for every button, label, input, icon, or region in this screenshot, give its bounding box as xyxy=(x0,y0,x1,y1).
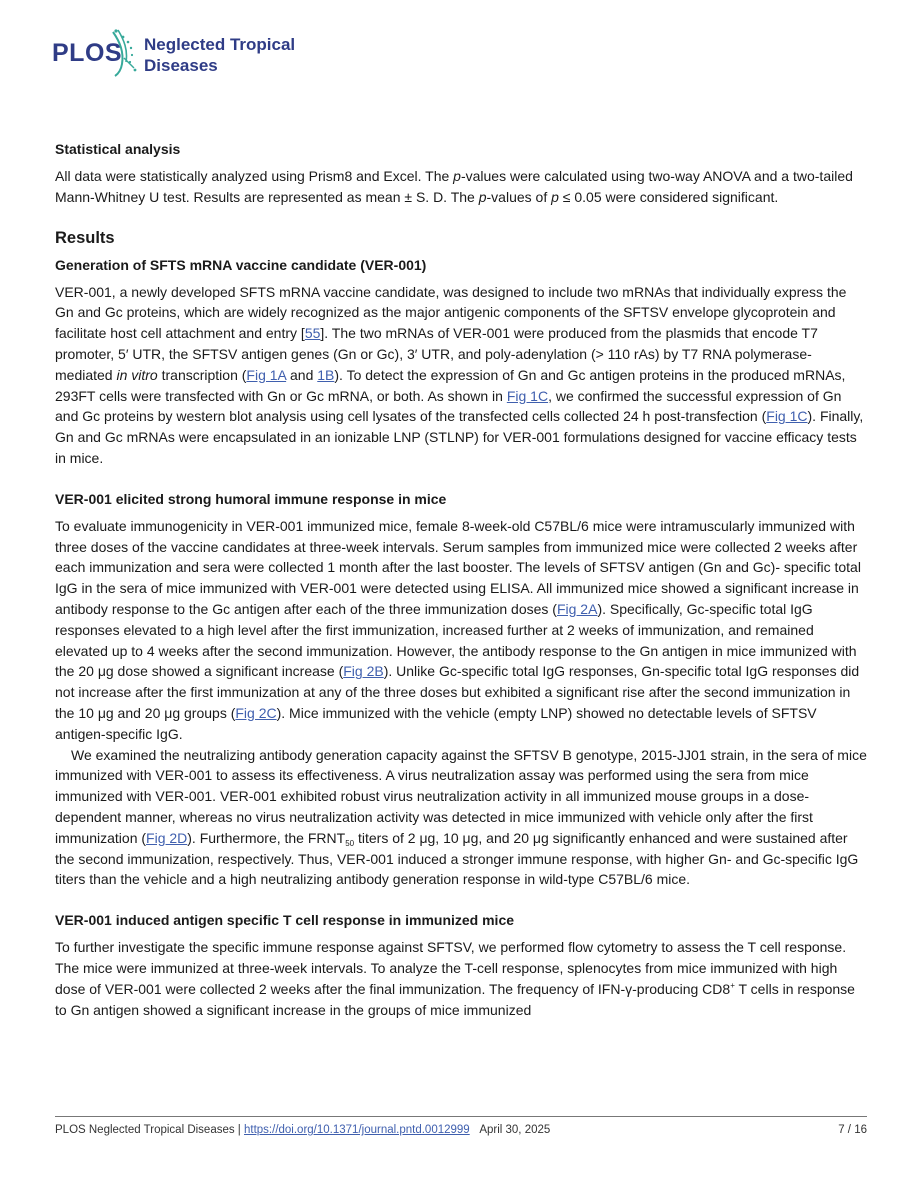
fig-1c-link-2[interactable]: Fig 1C xyxy=(766,408,808,425)
s1-text-1: VER-001, a newly developed SFTS mRNA vaccine candidate, was designed to include two mRNAs that individually express the Gn and Gc proteins, which are widely recognized as the major antigenic components of the SFTSV envelope glycoprotein and facilitate host cell attachment and entry [ xyxy=(55,283,847,342)
s1-text-4: and xyxy=(286,366,318,383)
humoral-response-heading: VER-001 elicited strong humoral immune response in mice xyxy=(55,490,447,507)
fig-2d-link[interactable]: Fig 2D xyxy=(146,829,188,846)
s2-text-4: ). Mice immunized with the vehicle (empty LNP) showed no detectable levels of SFTSV antigen-specific IgG. xyxy=(55,704,817,742)
results-heading: Results xyxy=(55,228,115,247)
s1-text-2: ]. The two mRNAs of VER-001 were produced from the plasmids that encode T7 promoter, 5′ UTR, the SFTSV antigen genes (Gn or Gc), 3′ UTR, and poly-adenylation (> 110 rAs) by T7 RNA polymerase-mediated xyxy=(55,325,818,383)
cd8-superscript: + xyxy=(730,980,735,990)
doi-link[interactable]: https://doi.org/10.1371/journal.pntd.0012999 xyxy=(244,1124,470,1136)
stats-p-italic-2: p xyxy=(478,188,487,205)
fig-2b-link[interactable]: Fig 2B xyxy=(343,663,384,680)
s2-text-2: ). Specifically, Gc-specific total IgG responses elevated to a high level after the first immunization, increased further at 2 weeks of immunization, and remained elevated up to 4 weeks after the second immunization. However, the antibody response to the Gn antigen in mice immunized with the 20 μg dose showed a significant increase ( xyxy=(55,600,857,680)
page-number: 7 / 16 xyxy=(838,1124,867,1136)
footer-divider xyxy=(55,1116,867,1117)
stats-text-1: All data were statistically analyzed using Prism8 and Excel. The xyxy=(55,168,454,184)
article-body xyxy=(55,140,867,1020)
stats-text-4: ≤ 0.05 were considered significant. xyxy=(558,188,779,205)
s2-p2-text-2: ). Furthermore, the FRNT xyxy=(187,829,346,846)
stats-text-2: -values were calculated using two-way ANOVA and a two-tailed Mann-Whitney U test. Results are represented as mean ± S. D. The xyxy=(55,168,853,205)
footer-journal: PLOS Neglected Tropical Diseases | xyxy=(55,1124,244,1136)
journal-name-line1: Neglected Tropical xyxy=(144,35,296,54)
s1-text-6: , we confirmed the successful expression of Gn and Gc proteins by western blot analysis using cell lysates of the transfected cells collected 24 h post-transfection ( xyxy=(55,387,842,425)
journal-name-line2: Diseases xyxy=(144,56,218,75)
t-cell-response-paragraph xyxy=(55,937,867,1020)
s2-text-3: ). Unlike Gc-specific total IgG responses, Gn-specific total IgG responses did not increase after the first immunization at any of the three doses but exhibited a significant rise after the second immunization in the 10 μg and 20 μg groups ( xyxy=(55,663,860,721)
stats-p-italic-1: p xyxy=(453,168,461,184)
ref-55-link[interactable]: 55 xyxy=(304,325,321,342)
statistical-analysis-heading: Statistical analysis xyxy=(55,141,181,157)
s1-text-3: transcription ( xyxy=(157,366,247,383)
s3-text-1: To further investigate the specific immune response against SFTSV, we performed flow cytometry to assess the T cell response. The mice were immunized at three-week intervals. To analyze the T-cell response, splenocytes from mice immunized with high dose of VER-001 were collected 2 weeks after the final immunization. The frequency of IFN-γ-producing CD8 xyxy=(55,939,847,997)
humoral-response-paragraph-1 xyxy=(55,516,867,745)
journal-logo[interactable] xyxy=(52,26,322,82)
fig-2a-link[interactable]: Fig 2A xyxy=(556,600,598,617)
vaccine-generation-heading: Generation of SFTS mRNA vaccine candidate (VER-001) xyxy=(55,256,427,273)
s1-in-vitro-italic: in vitro xyxy=(116,366,158,383)
fig-1b-link[interactable]: 1B xyxy=(317,366,335,383)
s3-text-2: T cells in response to Gn antigen showed a significant increase in the groups of mice immunized xyxy=(55,980,855,1018)
fig-1c-link[interactable]: Fig 1C xyxy=(506,387,549,404)
fig-1a-link[interactable]: Fig 1A xyxy=(246,366,287,383)
humoral-response-paragraph-2 xyxy=(55,745,867,891)
vaccine-generation-paragraph xyxy=(55,282,867,469)
journal-name xyxy=(144,34,295,76)
stats-text-3: -values of xyxy=(486,188,552,205)
t-cell-response-heading: VER-001 induced antigen specific T cell response in immunized mice xyxy=(55,912,515,929)
plos-spark-icon xyxy=(110,28,138,78)
s1-text-5: ). To detect the expression of Gn and Gc antigen proteins in the produced mRNAs, 293FT cells were transfected with Gn or Gc mRNA, or both. As shown in xyxy=(55,366,846,404)
s2-p2-text-1: We examined the neutralizing antibody generation capacity against the SFTSV B genotype, 2015-JJ01 strain, in the sera of mice immunized with VER-001 to assess its effectiveness. A virus neutralization assay was performed using the sera from mice immunized with VER-001. VER-001 exhibited robust virus neutralization activity in all immunized mouse groups in a dose-dependent manner, whereas no virus neutralization activity was detected in mice immunized with vehicle only after the first immunization ( xyxy=(55,746,867,846)
stats-p-italic-3: p xyxy=(551,188,559,205)
s2-text-1: To evaluate immunogenicity in VER-001 immunized mice, female 8-week-old C57BL/6 mice were intramuscularly immunized with three doses of the vaccine candidates at three-week intervals. Serum samples from immunized mice were collected 2 weeks after each immunization and sera were collected 1 month after the last booster. The levels of SFTSV antigen (Gn and Gc)- specific total IgG in the sera of mice immunized with VER-001 were detected using ELISA. All immunized mice showed a significant increase in antibody response to the Gc antigen after each of the three immunization doses ( xyxy=(55,517,861,617)
page-footer xyxy=(55,1124,867,1136)
plos-wordmark: PLOS xyxy=(52,39,123,67)
fig-2c-link[interactable]: Fig 2C xyxy=(235,704,277,721)
frnt-subscript: 50 xyxy=(345,838,355,848)
s2-p2-text-3: titers of 2 μg, 10 μg, and 20 μg significantly enhanced and were sustained after the second immunization, respectively. Thus, VER-001 induced a stronger immune response, with higher Gn- and Gc-specific IgG titers than the vehicle and a high neutralizing antibody generation response in wild-type C57BL/6 mice. xyxy=(55,829,859,888)
statistical-analysis-paragraph xyxy=(55,166,867,208)
footer-date: April 30, 2025 xyxy=(479,1124,551,1136)
s1-text-7: ). Finally, Gn and Gc mRNAs were encapsulated in an ionizable LNP (STLNP) for VER-001 formulations designed for vaccine efficacy tests in mice. xyxy=(55,408,864,466)
